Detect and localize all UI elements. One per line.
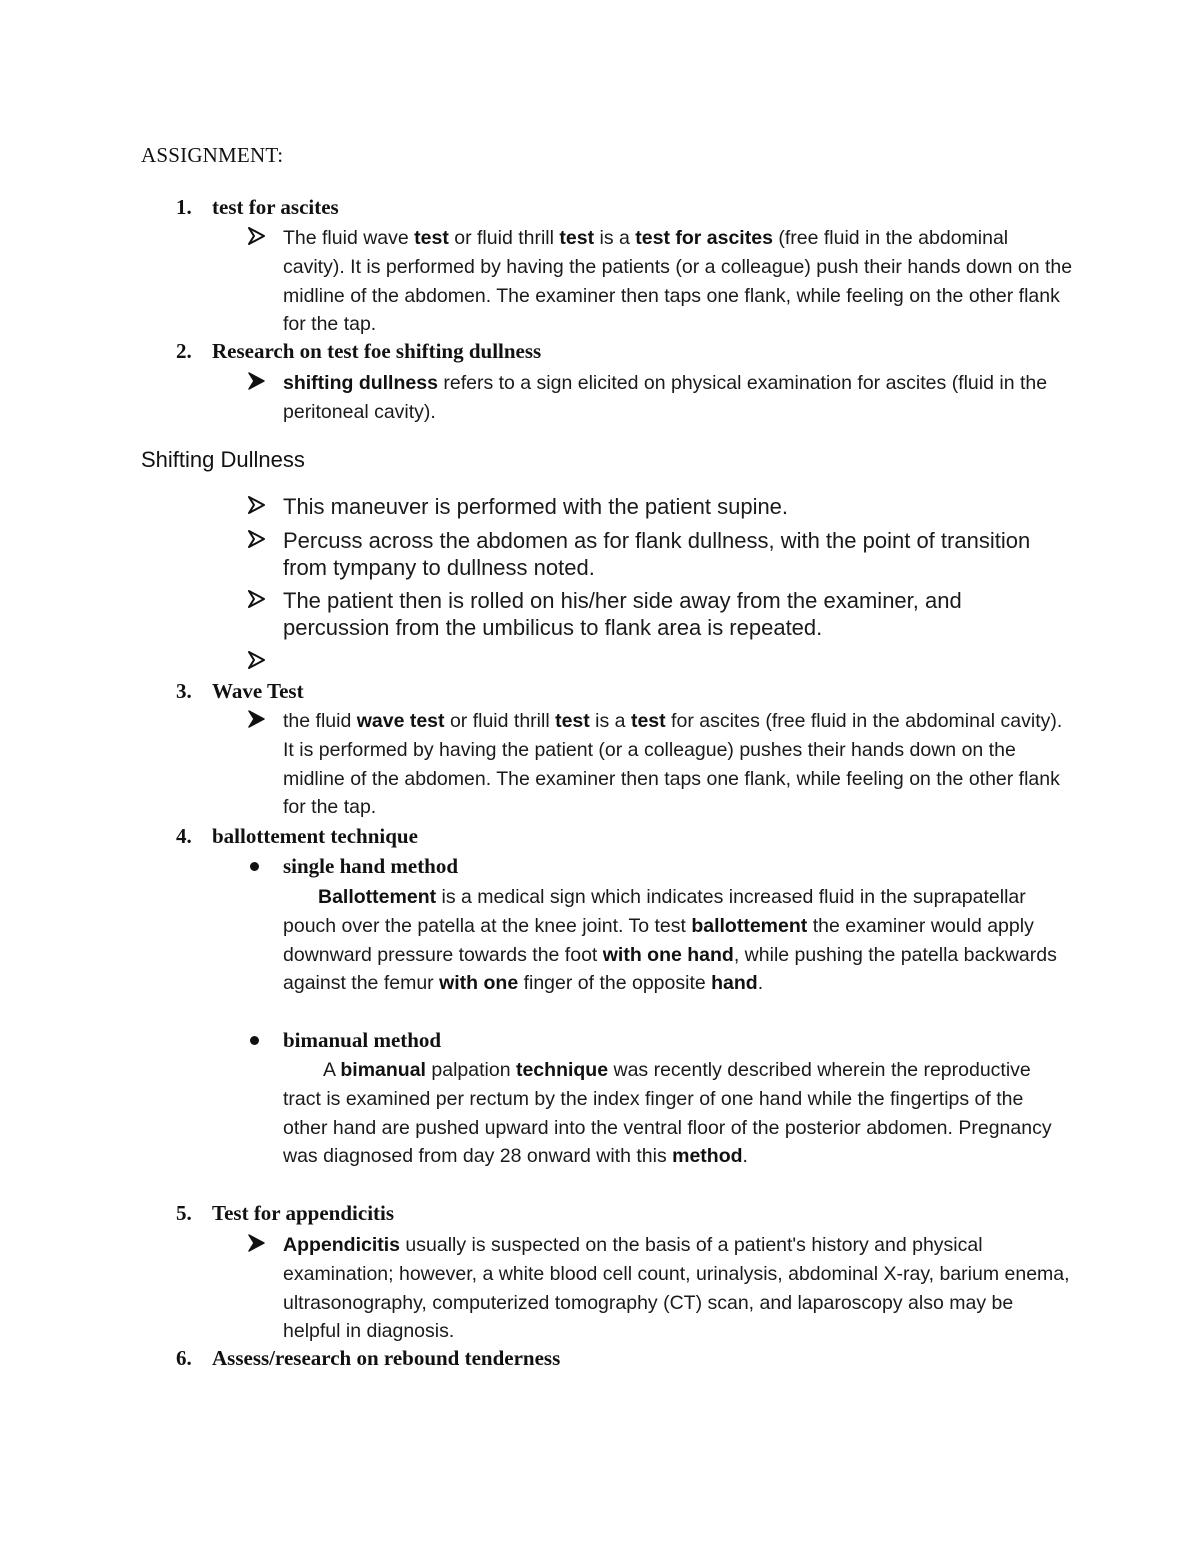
shifting-bullet-text: Percuss across the abdomen as for flank dullness, with the point of transition from tympany to dullness noted. [283,528,1031,580]
arrow-bullet-icon [248,590,266,608]
sub-heading: bimanual method [283,1028,442,1052]
shifting-bullet-text: This maneuver is performed with the patient supine. [283,494,789,519]
arrow-bullet-icon [248,530,266,548]
bimanual-method-text: A bimanual palpation technique was recently described wherein the reproductive tract is examined per rectum by the index finger of one hand while the fingertips of the other hand are pushed upward into the ventral floor of the posterior abdomen. Pregnancy was diagnosed from day 28 onward with this method. [283,1059,1052,1168]
round-bullet-icon [250,862,259,871]
item-number: 6. [176,1346,192,1370]
document-title: ASSIGNMENT: [141,143,284,167]
section-title-shifting-dullness: Shifting Dullness [141,447,305,472]
item-2-text: shifting dullness refers to a sign elicited on physical examination for ascites (fluid in the peritoneal cavity). [283,372,1048,423]
item-title: Wave Test [212,679,304,703]
item-number: 4. [176,824,192,848]
item-number: 2. [176,339,192,363]
item-number: 3. [176,679,192,703]
item-title: ballottement technique [212,824,418,848]
item-title: Research on test foe shifting dullness [212,339,542,363]
item-title: test for ascites [212,195,339,219]
item-number: 1. [176,195,192,219]
item-3-text: the fluid wave test or fluid thrill test is a test for ascites (free fluid in the abdominal cavity). It is performed by having the patient (or a colleague) pushes their hands down on the midline of the abdomen. The examiner then taps one flank, while feeling on the other flank for the tap. [283,710,1063,819]
round-bullet-icon [250,1036,259,1045]
single-hand-method-text: Ballottement is a medical sign which indicates increased fluid in the suprapatellar pouch over the patella at the knee joint. To test ballottement the examiner would apply downward pressure towards the foot with one hand, while pushing the patella backwards against the femur with one finger of the opposite hand. [283,886,1057,995]
arrow-bullet-icon [248,227,266,245]
arrow-bullet-icon [248,710,266,728]
arrow-bullet-icon [248,1234,266,1252]
item-number: 5. [176,1201,192,1225]
item-title: Test for appendicitis [212,1201,395,1225]
sub-heading: single hand method [283,854,459,878]
arrow-bullet-icon [248,372,266,390]
arrow-bullet-icon [248,496,266,514]
item-1-text: The fluid wave test or fluid thrill test is a test for ascites (free fluid in the abdominal cavity). It is performed by having the patients (or a colleague) push their hands down on the midline of the abdomen. The examiner then taps one flank, while feeling on the other flank for the tap. [283,227,1073,336]
arrow-bullet-icon [248,651,266,669]
item-title: Assess/research on rebound tenderness [212,1346,561,1370]
item-5-text: Appendicitis usually is suspected on the basis of a patient's history and physical examination; however, a white blood cell count, urinalysis, abdominal X-ray, barium enema, ultrasonography, computerized tomography (CT) scan, and laparoscopy also may be helpful in diagnosis. [283,1234,1070,1343]
shifting-bullet-text: The patient then is rolled on his/her side away from the examiner, and percussion from the umbilicus to flank area is repeated. [283,588,962,640]
